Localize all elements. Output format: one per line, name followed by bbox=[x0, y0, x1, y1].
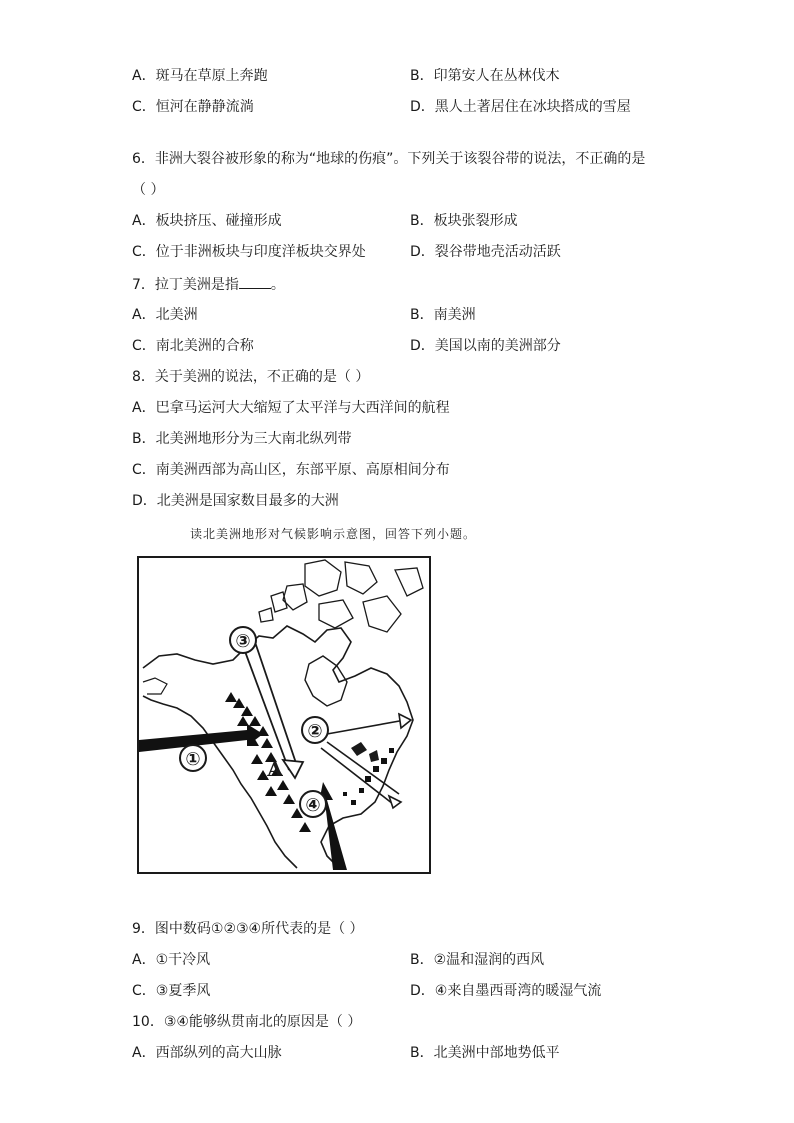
north-america-climate-map bbox=[137, 556, 431, 874]
q7-stem-text: 7．拉丁美洲是指 bbox=[132, 277, 239, 293]
q6-option-c: C．位于非洲板块与印度洋板块交界处 bbox=[132, 244, 366, 260]
q9-option-a: A．①干冷风 bbox=[132, 952, 211, 968]
map-label-a: A bbox=[267, 757, 283, 781]
q10-option-b: B．北美洲中部地势低平 bbox=[410, 1045, 560, 1061]
q6-option-d: D．裂谷带地壳活动活跃 bbox=[410, 244, 561, 260]
q8-option-b: B．北美洲地形分为三大南北纵列带 bbox=[132, 431, 352, 447]
q5-option-d: D．黑人土著居住在冰块搭成的雪屋 bbox=[410, 99, 631, 115]
q8-stem: 8．关于美洲的说法，不正确的是（ ） bbox=[132, 369, 370, 385]
q7-option-c: C．南北美洲的合称 bbox=[132, 338, 254, 354]
q10-stem: 10．③④能够纵贯南北的原因是（ ） bbox=[132, 1014, 362, 1030]
q6-stem: 6．非洲大裂谷被形象的称为“地球的伤痕”。下列关于该裂谷带的说法，不正确的是 bbox=[132, 151, 646, 167]
map-caption: 读北美洲地形对气候影响示意图，回答下列小题。 bbox=[190, 527, 477, 541]
q9-option-d: D．④来自墨西哥湾的暖湿气流 bbox=[410, 983, 602, 999]
q7-option-b: B．南美洲 bbox=[410, 307, 476, 323]
q6-option-b: B．板块张裂形成 bbox=[410, 213, 518, 229]
q7-stem-end: 。 bbox=[270, 277, 285, 293]
map-label-two: ② bbox=[307, 721, 323, 742]
map-label-four: ④ bbox=[305, 795, 321, 816]
q7-stem bbox=[132, 274, 285, 295]
q8-option-d: D．北美洲是国家数目最多的大洲 bbox=[132, 493, 339, 509]
map-label-three: ③ bbox=[235, 631, 251, 652]
map-label-one: ① bbox=[185, 749, 201, 770]
q9-option-c: C．③夏季风 bbox=[132, 983, 211, 999]
q5-option-b: B．印第安人在丛林伐木 bbox=[410, 68, 560, 84]
q10-option-a: A．西部纵列的高大山脉 bbox=[132, 1045, 282, 1061]
q8-option-a: A．巴拿马运河大大缩短了太平洋与大西洋间的航程 bbox=[132, 400, 450, 416]
q7-option-d: D．美国以南的美洲部分 bbox=[410, 338, 561, 354]
q5-option-c: C．恒河在静静流淌 bbox=[132, 99, 254, 115]
q9-option-b: B．②温和湿润的西风 bbox=[410, 952, 545, 968]
q7-blank[interactable] bbox=[239, 274, 271, 289]
map-frame bbox=[138, 557, 430, 873]
q5-option-a: A．斑马在草原上奔跑 bbox=[132, 68, 268, 84]
q7-option-a: A．北美洲 bbox=[132, 307, 198, 323]
q6-option-a: A．板块挤压、碰撞形成 bbox=[132, 213, 282, 229]
q8-option-c: C．南美洲西部为高山区，东部平原、高原相间分布 bbox=[132, 462, 450, 478]
q9-stem: 9．图中数码①②③④所代表的是（ ） bbox=[132, 921, 364, 937]
q6-answer-paren: （ ） bbox=[132, 182, 165, 198]
